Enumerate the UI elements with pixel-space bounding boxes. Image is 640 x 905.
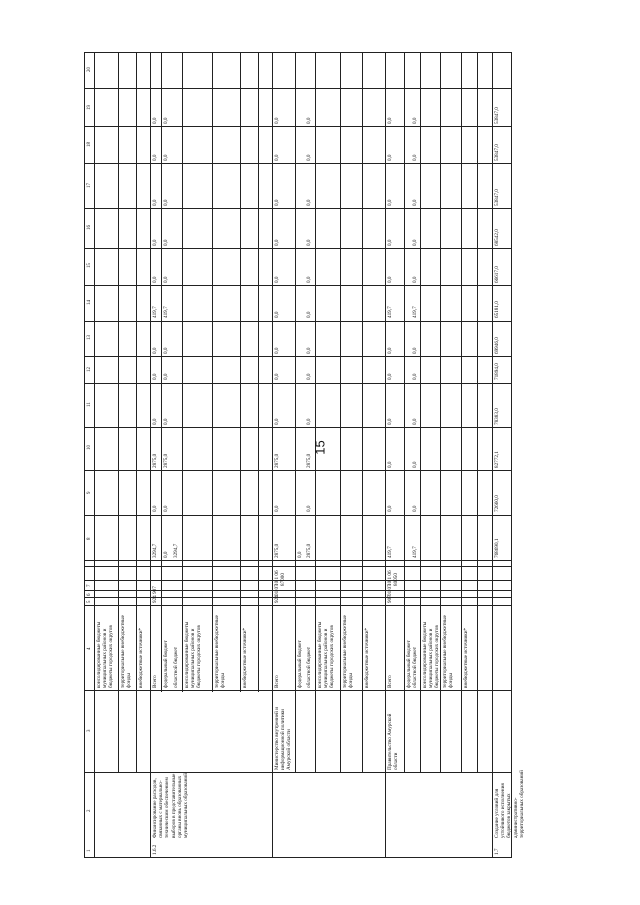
source-label: внебюджетные источники*: [364, 627, 370, 688]
value: 0,0: [152, 199, 158, 206]
row-divider: [150, 52, 151, 858]
source-label: областной бюджет: [173, 647, 179, 688]
value: 0,0: [274, 239, 280, 246]
col-num: 3: [87, 729, 92, 732]
source-label: территориальные внебюджетные фонды: [342, 615, 355, 688]
subrow-divider: [477, 52, 478, 772]
col-num: 2: [87, 809, 92, 812]
value: 53847,0: [494, 189, 500, 206]
table-border-left: [84, 52, 85, 858]
col-divider: [84, 427, 511, 428]
col-num: 20: [87, 67, 92, 72]
subrow-divider: [404, 52, 405, 772]
value: 0,0: [306, 117, 312, 124]
col-divider: [84, 690, 511, 691]
value: 71894,0: [494, 363, 500, 380]
executor-name: Правительство Амурской области: [387, 713, 400, 770]
value: 0,0: [387, 505, 393, 512]
value: 0,0: [412, 199, 418, 206]
value: 0,0: [297, 551, 303, 558]
value: 2875,0: [306, 543, 312, 558]
value: 419,7: [387, 306, 393, 318]
value: 0,0: [163, 505, 169, 512]
row-title: Создание условий для устойчивого исполнения бюджетов закрытых административно-территориальных образований: [494, 770, 525, 838]
row-divider: [492, 52, 493, 858]
value: 0,0: [163, 199, 169, 206]
grbs: 907: [387, 595, 393, 603]
col-num: 7: [87, 584, 92, 587]
value: 82772,1: [494, 451, 500, 468]
subrow-divider: [161, 52, 162, 692]
value: 66617,0: [494, 266, 500, 283]
value: 0,0: [412, 461, 418, 468]
row-label: Всего: [387, 675, 393, 688]
row-number: 1.7: [494, 848, 500, 855]
value: 0,0: [412, 154, 418, 161]
value: 419,7: [412, 306, 418, 318]
source-label: областной бюджет: [412, 647, 418, 688]
value: 0,0: [274, 311, 280, 318]
value: 0,0: [412, 505, 418, 512]
value: 0,0: [387, 373, 393, 380]
col-num: 13: [87, 335, 92, 340]
value: 0,0: [412, 418, 418, 425]
subrow-divider: [315, 52, 316, 772]
value: 0,0: [306, 276, 312, 283]
col-num: 1: [87, 849, 92, 852]
col-divider: [84, 321, 511, 322]
value: 3294,7: [173, 543, 179, 558]
table-border-bottom: [84, 857, 511, 858]
col-num: 10: [87, 445, 92, 450]
value: 0,0: [387, 117, 393, 124]
source-label: внебюджетные источники*: [242, 627, 248, 688]
col-divider: [84, 605, 511, 606]
total: 768690,1: [494, 538, 500, 558]
value: 0,0: [387, 154, 393, 161]
value: 0,0: [274, 418, 280, 425]
table-border-right: [511, 52, 512, 858]
source-label: территориальные внебюджетные фонды: [214, 615, 227, 688]
value: 0,0: [306, 418, 312, 425]
col-num: 17: [87, 183, 92, 188]
source-label: внебюджетные источники*: [138, 627, 144, 688]
col-num: 14: [87, 300, 92, 305]
col-num: 6: [87, 593, 92, 596]
source-label: территориальные внебюджетные фонды: [120, 615, 133, 688]
value: 2875,0: [274, 453, 280, 468]
col-num: 16: [87, 225, 92, 230]
col-divider: [84, 163, 511, 164]
value: 0,0: [163, 239, 169, 246]
row-executor-label: Всего: [152, 675, 158, 688]
col-divider: [84, 248, 511, 249]
value: 0,0: [387, 418, 393, 425]
col-divider: [84, 590, 511, 591]
value: 0,0: [152, 347, 158, 354]
value: 0,0: [412, 276, 418, 283]
source-label: внебюджетные источники*: [463, 627, 469, 688]
value: 0,0: [163, 154, 169, 161]
source-label: федеральный бюджет: [163, 640, 169, 688]
value: 419,7: [412, 546, 418, 558]
subrow-divider: [340, 52, 341, 772]
subrow-divider: [212, 52, 213, 692]
col-num: 8: [87, 537, 92, 540]
value: 419,7: [163, 306, 169, 318]
row-divider: [385, 52, 386, 858]
total: 3294,7: [152, 543, 158, 558]
value: 0,0: [306, 505, 312, 512]
subrow-divider: [258, 52, 259, 692]
source-label: территориальные внебюджетные фонды: [442, 615, 455, 688]
source-label: консолидированные бюджеты муниципальных районов и бюджеты городских округов: [422, 621, 441, 688]
value: 0,0: [274, 505, 280, 512]
value: 0,0: [274, 117, 280, 124]
subrow-divider: [240, 52, 241, 692]
value: 65181,0: [494, 301, 500, 318]
col-divider: [84, 126, 511, 127]
col-divider: [84, 772, 511, 773]
value: 0,0: [274, 199, 280, 206]
subrow-divider: [362, 52, 363, 772]
value: 0,0: [387, 199, 393, 206]
source-label: консолидированные бюджеты муниципальных районов и бюджеты городских округов: [96, 621, 115, 688]
col-divider: [84, 285, 511, 286]
source-label: областной бюджет: [306, 647, 312, 688]
value: 0,0: [163, 117, 169, 124]
rz: 01 07: [274, 584, 280, 596]
value: 0,0: [152, 505, 158, 512]
value: 0,0: [152, 418, 158, 425]
col-divider: [84, 356, 511, 357]
col-num: 19: [87, 105, 92, 110]
source-label: консолидированные бюджеты муниципальных районов и бюджеты городских округов: [317, 621, 336, 688]
value: 0,0: [152, 373, 158, 380]
value: 0,0: [306, 311, 312, 318]
csr: 10 1 06 87000: [274, 570, 287, 586]
col-num: 18: [87, 142, 92, 147]
value: 0,0: [163, 418, 169, 425]
value: 0,0: [306, 154, 312, 161]
row-divider: [272, 52, 273, 858]
col-num: 5: [87, 600, 92, 603]
col-divider: [84, 580, 511, 581]
row-title: Финансирование расходов, связанных с материально-техническим обеспечением выборов в представительные органы вновь образованных муниципальных образований: [152, 773, 190, 838]
col-divider: [84, 208, 511, 209]
col-divider: [84, 515, 511, 516]
subrow-divider: [118, 52, 119, 772]
value: 0,0: [152, 117, 158, 124]
value: 53847,0: [494, 144, 500, 161]
value: 0,0: [274, 373, 280, 380]
subrow-divider: [295, 52, 296, 772]
col-num: 4: [87, 647, 92, 650]
value: 69946,0: [494, 337, 500, 354]
csr: 10 1 06 80050: [387, 570, 400, 586]
grbs: 924: [274, 595, 280, 603]
value: 0,0: [163, 373, 169, 380]
value: 0,0: [274, 154, 280, 161]
subrow-divider: [461, 52, 462, 772]
col-divider: [84, 597, 511, 598]
source-label: федеральный бюджет: [406, 640, 412, 688]
col-divider: [84, 566, 511, 567]
value: 0,0: [306, 199, 312, 206]
value: 0,0: [274, 347, 280, 354]
value: 2875,0: [163, 453, 169, 468]
value: 0,0: [387, 276, 393, 283]
rz: 01 07: [387, 584, 393, 596]
value: 0,0: [163, 347, 169, 354]
col-divider: [84, 470, 511, 471]
value: 0,0: [412, 117, 418, 124]
value: 0,0: [387, 461, 393, 468]
subrow-divider: [182, 52, 183, 692]
value: 0,0: [412, 239, 418, 246]
page-number: 15: [312, 440, 328, 455]
value: 0,0: [152, 239, 158, 246]
value: 0,0: [387, 347, 393, 354]
value: 2875,0: [152, 453, 158, 468]
value: 0,0: [412, 373, 418, 380]
header-divider: [94, 52, 95, 858]
row-number: 1.6.2: [152, 844, 158, 855]
value: 0,0: [152, 154, 158, 161]
value: 78383,0: [494, 408, 500, 425]
source-label: федеральный бюджет: [297, 640, 303, 688]
value: 68542,0: [494, 229, 500, 246]
total: 419,7: [387, 546, 393, 558]
col-divider: [84, 560, 511, 561]
row-label: Всего: [274, 675, 280, 688]
value: 0,0: [306, 373, 312, 380]
value: 0,0: [306, 239, 312, 246]
subrow-divider: [136, 52, 137, 772]
total: 2875,0: [274, 543, 280, 558]
value: 419,7: [152, 306, 158, 318]
value: 0,0: [163, 276, 169, 283]
col-divider: [84, 88, 511, 89]
executor-name: Министерство внутренней и информационной политики Амурской области: [274, 706, 293, 770]
col-num: 9: [87, 491, 92, 494]
source-label: консолидированные бюджеты муниципальных районов и бюджеты городских округов: [184, 621, 203, 688]
grbs: 924 907: [152, 586, 158, 603]
value: 0,0: [306, 347, 312, 354]
value: 0,0: [163, 551, 169, 558]
value: 0,0: [274, 276, 280, 283]
col-num: 11: [87, 402, 92, 407]
col-num: 15: [87, 263, 92, 268]
col-divider: [84, 383, 511, 384]
value: 0,0: [387, 239, 393, 246]
col-num: 12: [87, 367, 92, 372]
value: 2875,0: [306, 453, 312, 468]
subrow-divider: [420, 52, 421, 772]
value: 53847,0: [494, 107, 500, 124]
value: 0,0: [412, 347, 418, 354]
value: 0,0: [152, 276, 158, 283]
value: 72660,0: [494, 495, 500, 512]
table-border-top: [84, 52, 511, 53]
